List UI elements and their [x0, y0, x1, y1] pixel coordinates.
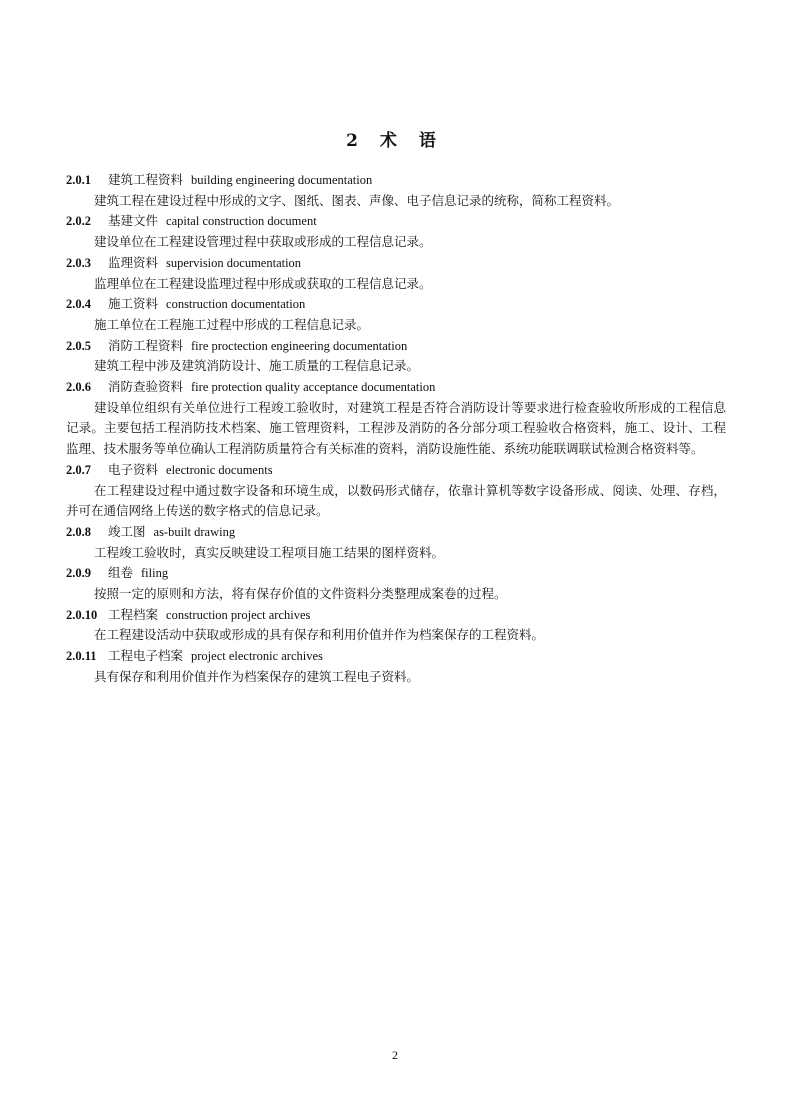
term-chinese-name: 施工资料	[108, 296, 159, 312]
term-english-name: electronic documents	[166, 462, 273, 477]
term-chinese-name: 监理资料	[108, 254, 159, 270]
term-heading	[66, 211, 726, 232]
term-heading	[66, 377, 726, 398]
term-number: 2.0.3	[66, 255, 91, 270]
term-entry	[66, 605, 726, 646]
term-heading	[66, 336, 726, 357]
term-definition: 建筑工程在建设过程中形成的文字、图纸、图表、声像、电子信息记录的统称，简称工程资料。	[94, 192, 620, 208]
term-definition: 施工单位在工程施工过程中形成的工程信息记录。	[94, 316, 370, 332]
term-chinese-name: 电子资料	[108, 461, 159, 477]
term-english-name: construction documentation	[166, 297, 306, 312]
term-number: 2.0.11	[66, 649, 97, 664]
term-entry	[66, 646, 726, 687]
term-definition: 建设单位组织有关单位进行工程竣工验收时，对建筑工程是否符合消防设计等要求进行检查验收所形成的工程信息记录。主要包括工程消防技术档案、施工管理资料，工程涉及消防的各分部分项工程验收合格资料，施工、设计、工程监理、技术服务等单位确认工程消防质量符合有关标准的资料，消防设施性能、系统功能联调联试检测合格资料等。	[66, 399, 726, 457]
term-chinese-name: 消防查验资料	[108, 379, 184, 395]
term-chinese-name: 竣工图	[108, 523, 146, 539]
term-definition: 按照一定的原则和方法，将有保存价值的文件资料分类整理成案卷的过程。	[94, 586, 507, 602]
term-chinese-name: 工程档案	[108, 606, 159, 622]
chapter-title: 2 术 语	[346, 131, 444, 151]
term-heading	[66, 170, 726, 191]
term-definition: 监理单位在工程建设监理过程中形成或获取的工程信息记录。	[94, 275, 432, 291]
term-definition: 建设单位在工程建设管理过程中获取或形成的工程信息记录。	[94, 234, 432, 250]
term-number: 2.0.6	[66, 380, 91, 395]
term-entry	[66, 522, 726, 563]
term-entry	[66, 211, 726, 252]
term-chinese-name: 建筑工程资料	[108, 172, 184, 187]
term-english-name: fire protection quality acceptance documentation	[191, 380, 436, 395]
terms-list	[66, 170, 726, 688]
term-entry	[66, 294, 726, 335]
term-number: 2.0.1	[66, 173, 91, 187]
term-chinese-name: 基建文件	[108, 213, 159, 229]
page-number: 2	[392, 1048, 398, 1062]
term-number: 2.0.8	[66, 524, 91, 539]
term-entry	[66, 253, 726, 294]
term-entry	[66, 377, 726, 460]
term-definition: 在工程建设活动中获取或形成的具有保存和利用价值并作为档案保存的工程资料。	[94, 627, 545, 643]
term-chinese-name: 消防工程资料	[108, 337, 184, 353]
term-heading	[66, 253, 726, 274]
term-definition: 工程竣工验收时，真实反映建设工程项目施工结果的图样资料。	[94, 544, 445, 560]
term-english-name: building engineering documentation	[191, 173, 373, 187]
term-number: 2.0.7	[66, 462, 91, 477]
term-chinese-name: 工程电子档案	[108, 648, 184, 664]
term-english-name: construction project archives	[166, 607, 311, 622]
term-number: 2.0.10	[66, 607, 98, 622]
term-heading	[66, 646, 726, 667]
term-english-name: filing	[141, 566, 169, 581]
term-entry	[66, 563, 726, 604]
term-chinese-name: 组卷	[108, 565, 134, 581]
term-heading	[66, 294, 726, 315]
term-heading	[66, 605, 726, 626]
term-entry	[66, 170, 726, 211]
term-entry	[66, 336, 726, 377]
term-number: 2.0.9	[66, 566, 91, 581]
term-heading	[66, 563, 726, 584]
term-number: 2.0.2	[66, 214, 91, 229]
term-definition: 具有保存和利用价值并作为档案保存的建筑工程电子资料。	[94, 668, 420, 684]
term-number: 2.0.4	[66, 297, 91, 312]
term-english-name: as-built drawing	[153, 524, 236, 539]
term-english-name: project electronic archives	[191, 649, 323, 664]
term-english-name: capital construction document	[166, 214, 317, 229]
term-definition: 建筑工程中涉及建筑消防设计、施工质量的工程信息记录。	[94, 358, 420, 374]
term-number: 2.0.5	[66, 338, 91, 353]
term-english-name: supervision documentation	[166, 255, 302, 270]
term-entry	[66, 460, 726, 522]
term-definition: 在工程建设过程中通过数字设备和环境生成，以数码形式储存，依靠计算机等数字设备形成、阅读、处理、存档，并可在通信网络上传送的数字格式的信息记录。	[66, 482, 726, 519]
term-heading	[66, 460, 726, 481]
term-heading	[66, 522, 726, 543]
term-english-name: fire proctection engineering documentation	[191, 338, 408, 353]
